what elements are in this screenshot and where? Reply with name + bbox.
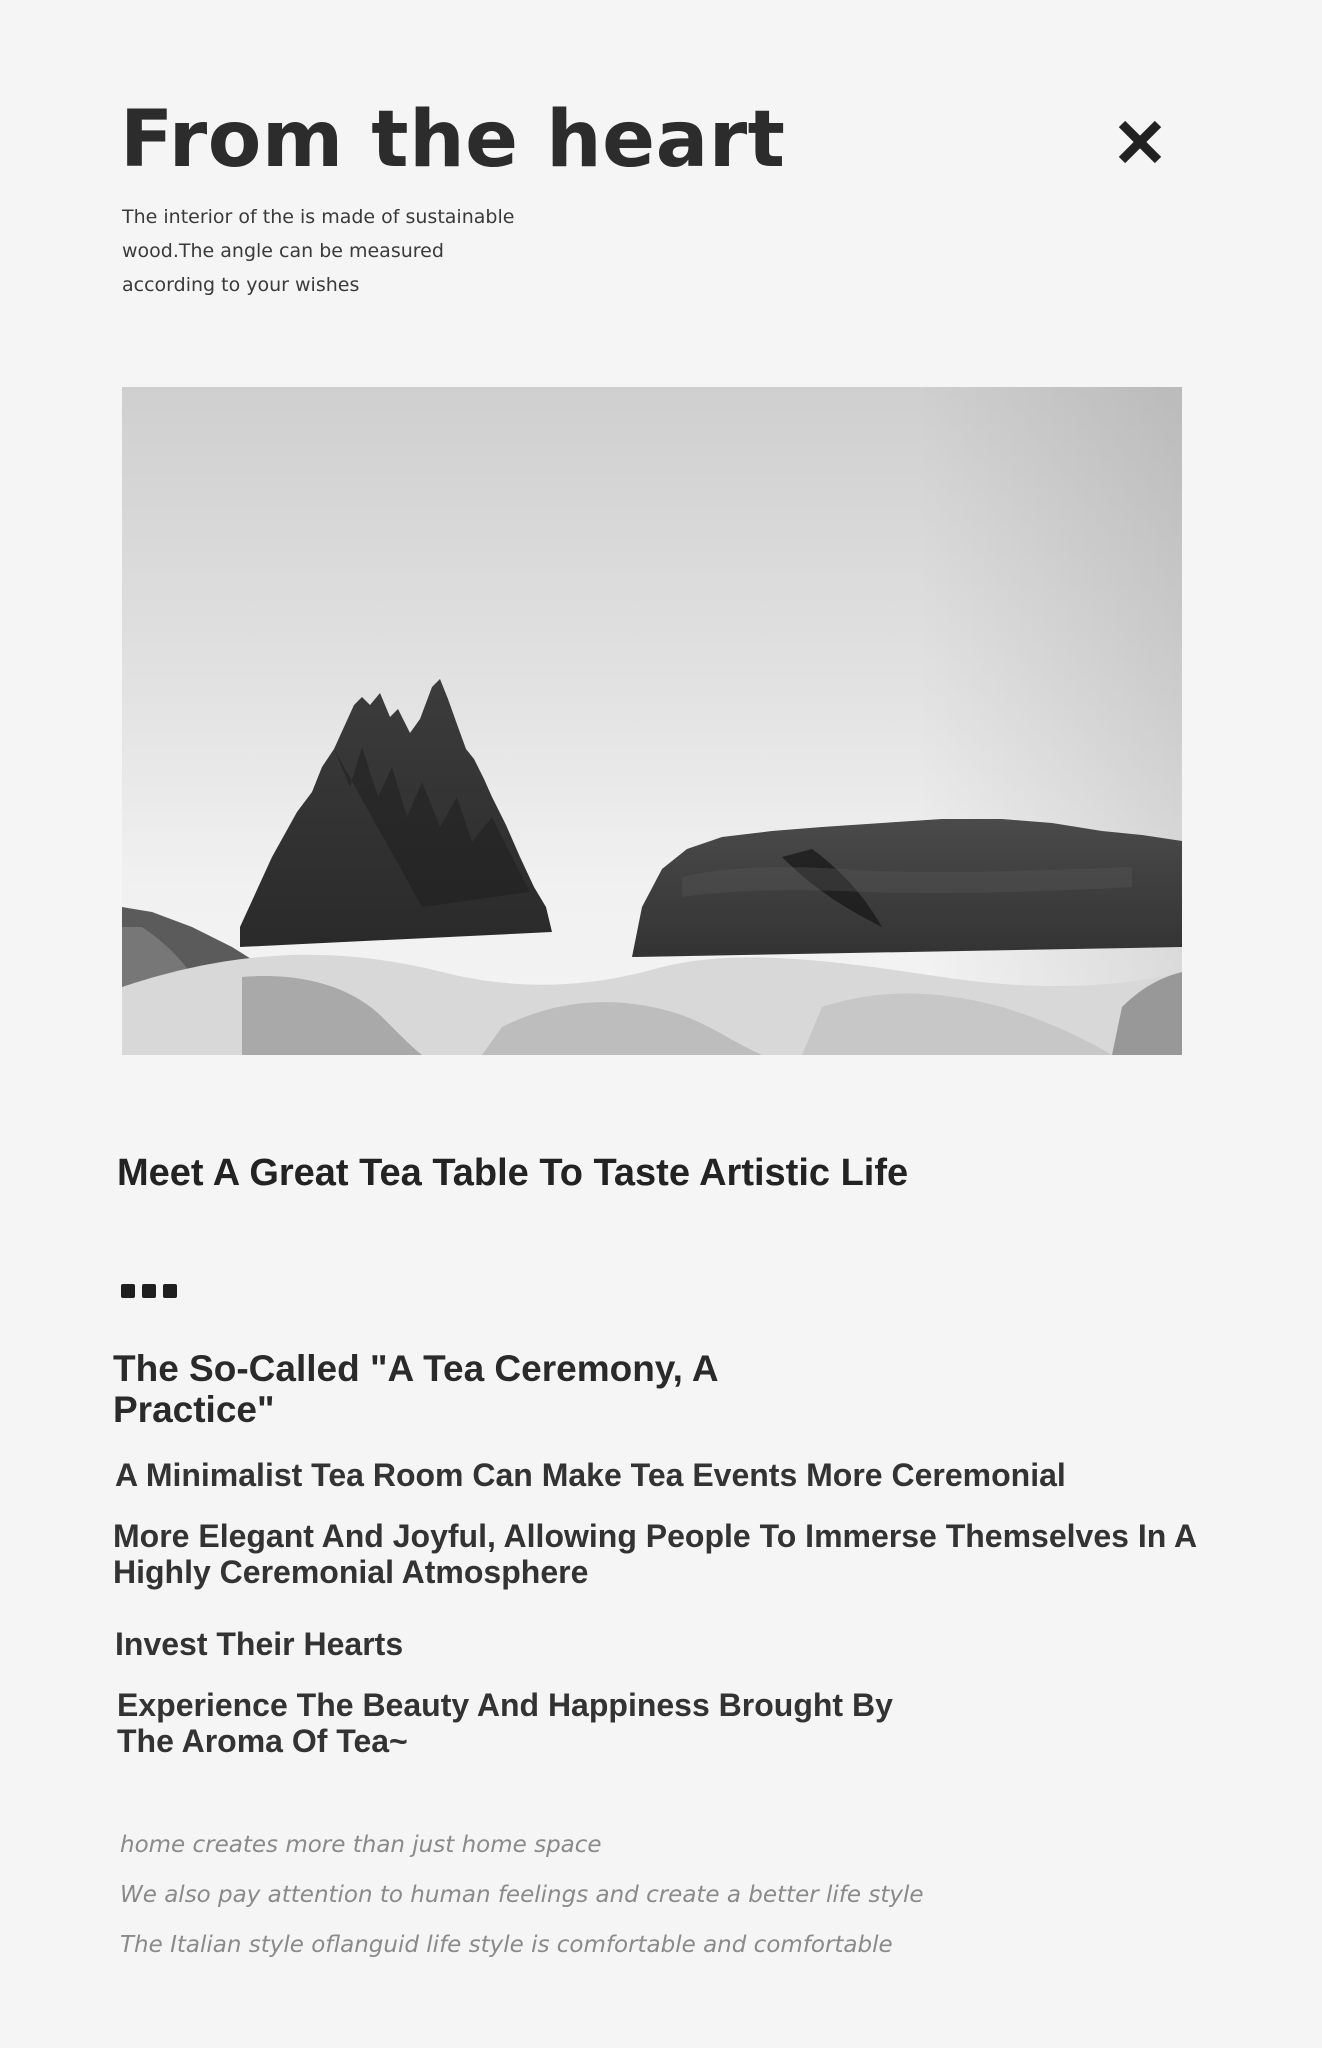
footer-note: home creates more than just home space <box>120 1832 602 1858</box>
dot <box>163 1284 177 1298</box>
close-button[interactable] <box>1110 112 1170 172</box>
intro-line: The interior of the is made of sustainable <box>122 206 515 228</box>
intro-text <box>122 200 562 302</box>
dot <box>121 1284 135 1298</box>
footer-note: We also pay attention to human feelings and create a better life style <box>120 1882 924 1908</box>
mountain-landscape-image <box>122 387 1182 1055</box>
intro-line: wood.The angle can be measured <box>122 240 444 262</box>
page-title: From the heart <box>120 95 786 185</box>
footer-note: The Italian style oflanguid life style is comfortable and comfortable <box>120 1932 893 1958</box>
subheading-line: Practice" <box>113 1389 275 1430</box>
dot <box>142 1284 156 1298</box>
subheading-line: The So-Called "A Tea Ceremony, A <box>113 1348 719 1389</box>
footer-notes <box>120 1820 924 1970</box>
hero-image <box>122 387 1182 1055</box>
article-paragraph: Invest Their Hearts <box>115 1626 404 1662</box>
article-subheading <box>113 1348 813 1430</box>
article-paragraph: A Minimalist Tea Room Can Make Tea Events More Ceremonial <box>115 1457 1066 1493</box>
separator-dots <box>121 1284 177 1300</box>
article-paragraph: Experience The Beauty And Happiness Brought By The Aroma Of Tea~ <box>117 1687 893 1759</box>
close-icon <box>1110 112 1170 172</box>
intro-line: according to your wishes <box>122 274 360 296</box>
article-paragraph: More Elegant And Joyful, Allowing People To Immerse Themselves In A Highly Ceremonial Atmosphere <box>113 1518 1196 1590</box>
article-headline: Meet A Great Tea Table To Taste Artistic Life <box>117 1152 909 1194</box>
